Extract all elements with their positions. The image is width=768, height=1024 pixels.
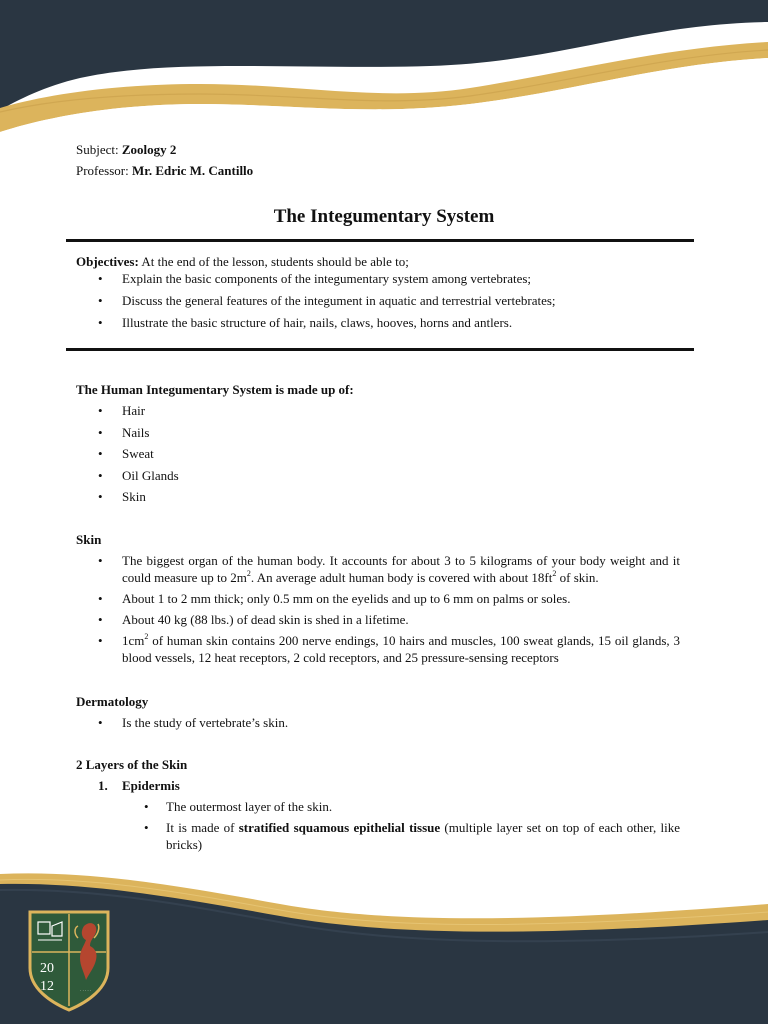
skin-section [76, 531, 680, 670]
subject-line [76, 142, 176, 158]
svg-text:· · · · ·: · · · · · [80, 988, 92, 993]
epidermis-details [76, 798, 680, 853]
list-item [76, 777, 680, 853]
dermatology-list [76, 714, 680, 731]
school-crest-icon [24, 906, 114, 1012]
layers-list [76, 777, 680, 853]
components-section [76, 381, 680, 510]
list-item: • Discuss the general features of the integument in aquatic and terrestrial vertebrates; [76, 292, 680, 309]
objectives-intro-line [76, 253, 680, 270]
professor-label: Professor: [76, 163, 129, 178]
skin-heading: Skin [76, 532, 102, 547]
list-item: • $1cm^2$ of human skin contains 200 nerve endings, 10 hairs and muscles, 100 sweat glands, 15 oil glands, 3 blood vessels, 12 heat receptors, 2 cold receptors, and 25 pressure-sensing receptors [76, 632, 680, 666]
professor-line [76, 163, 253, 179]
page-title: The Integumentary System [273, 206, 495, 227]
dermatology-section [76, 693, 680, 731]
crest-year-bottom: 12 [40, 979, 54, 994]
list-item: • Nails [76, 424, 680, 441]
list-item: • Hair [76, 402, 680, 419]
dermatology-heading: Dermatology [76, 694, 149, 709]
list-item: • The outermost layer of the skin. [76, 798, 680, 815]
header-wave-decoration [0, 0, 768, 150]
objectives-list [76, 270, 680, 331]
list-item: • The biggest organ of the human body. It accounts for about 3 to 5 kilograms of your body weight and it could measure up to $2m^2$. An average adult human body is covered with about $18ft^2$ of skin. [76, 552, 680, 586]
footer-wave-decoration [0, 860, 768, 1024]
objectives-bottom-rule [66, 348, 694, 351]
layers-heading: 2 Layers of the Skin [76, 757, 188, 772]
list-item: • Skin [76, 488, 680, 505]
skin-facts-list [76, 552, 680, 666]
list-item: • Explain the basic components of the integumentary system among vertebrates; [76, 270, 680, 287]
professor-value: Mr. Edric M. Cantillo [131, 163, 254, 178]
list-item: • About 40 kg (88 lbs.) of dead skin is shed in a lifetime. [76, 611, 680, 628]
list-item: • Oil Glands [76, 467, 680, 484]
objectives-label: Objectives: [76, 254, 139, 269]
objectives-intro: At the end of the lesson, students should be able to; [141, 254, 409, 269]
subject-label: Subject: [76, 142, 119, 157]
objectives-top-rule [66, 239, 694, 242]
crest-year-top: 20 [40, 961, 54, 976]
list-item: • About 1 to 2 mm thick; only 0.5 mm on the eyelids and up to 6 mm on palms or soles. [76, 590, 680, 607]
list-item: • It is made of stratified squamous epithelial tissue (multiple layer set on top of each other, like bricks) [76, 819, 680, 853]
list-item: • Is the study of vertebrate’s skin. [76, 714, 680, 731]
list-number: 1. [98, 778, 108, 793]
components-list [76, 402, 680, 505]
objectives-section [76, 253, 680, 335]
list-item: • Illustrate the basic structure of hair, nails, claws, hooves, horns and antlers. [76, 314, 680, 331]
components-heading: The Human Integumentary System is made up of: [76, 382, 354, 397]
layers-section [76, 756, 680, 857]
list-item: • Sweat [76, 445, 680, 462]
layer-name: Epidermis [122, 778, 180, 793]
subject-value: Zoology 2 [121, 142, 177, 157]
